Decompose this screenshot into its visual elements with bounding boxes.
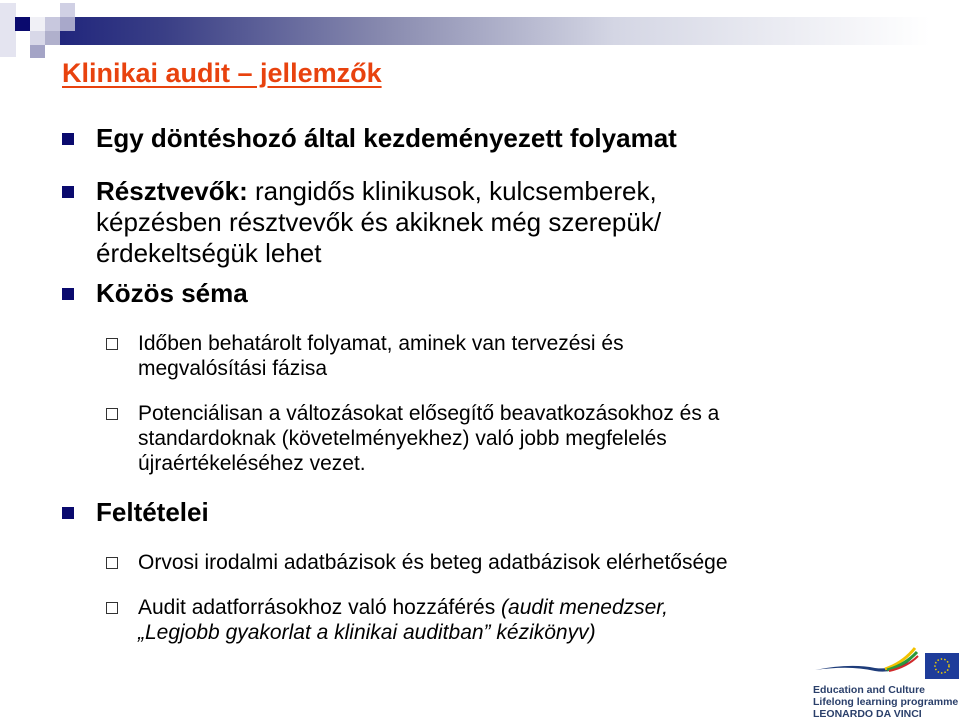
hollow-square-bullet-icon <box>106 557 118 569</box>
deco-square <box>60 17 75 31</box>
deco-square <box>30 45 45 58</box>
deco-square <box>45 17 60 31</box>
square-bullet-icon <box>62 133 74 145</box>
slide-title: Klinikai audit – jellemzők <box>62 58 382 88</box>
sub-bullet-item <box>106 331 624 381</box>
bullet-item <box>62 278 248 309</box>
deco-square <box>0 3 16 57</box>
bullet-item <box>62 497 209 528</box>
deco-square <box>45 31 60 45</box>
bullet-text: rangidős klinikusok, kulcsemberek, <box>247 176 657 206</box>
deco-square <box>15 17 30 31</box>
deco-square <box>30 31 45 45</box>
sub-bullet-italic: „Legjobb gyakorlat a klinikai auditban” kézikönyv) <box>138 621 596 644</box>
deco-square <box>30 17 45 31</box>
eu-programme-logo <box>805 645 960 720</box>
bullet-text: érdekeltségük lehet <box>96 238 322 268</box>
sub-bullet-text: Potenciálisan a változásokat elősegítő beavatkozásokhoz és a <box>138 402 720 425</box>
sub-bullet-italic: (audit menedzser, <box>501 596 668 619</box>
hollow-square-bullet-icon <box>106 602 118 614</box>
square-bullet-icon <box>62 186 74 198</box>
sub-bullet-item <box>106 401 719 476</box>
eu-flag-icon <box>925 653 959 679</box>
bullet-text: Egy döntéshozó által kezdeményezett folyamat <box>96 123 677 153</box>
bullet-text: Feltételei <box>96 497 209 527</box>
bullet-item <box>62 176 661 269</box>
bullet-item <box>62 123 677 154</box>
bullet-text: Közös séma <box>96 278 248 308</box>
header-gradient-band <box>30 17 930 45</box>
hollow-square-bullet-icon <box>106 338 118 350</box>
logo-text: Lifelong learning programme <box>813 696 959 708</box>
swoosh-logo-icon <box>805 645 960 685</box>
sub-bullet-text: Időben behatárolt folyamat, aminek van tervezési és <box>138 332 624 355</box>
logo-text: Education and Culture <box>813 684 926 696</box>
bullet-text: képzésben résztvevők és akiknek még szerepük/ <box>96 207 662 237</box>
sub-bullet-text: megvalósítási fázisa <box>138 357 328 380</box>
sub-bullet-item <box>106 550 728 575</box>
square-bullet-icon <box>62 288 74 300</box>
sub-bullet-text: Audit adatforrásokhoz való hozzáférés <box>138 596 502 619</box>
sub-bullet-item <box>106 595 668 645</box>
square-bullet-icon <box>62 507 74 519</box>
logo-text: LEONARDO DA VINCI <box>813 708 922 720</box>
sub-bullet-text: Orvosi irodalmi adatbázisok és beteg adatbázisok elérhetősége <box>138 551 728 574</box>
deco-square <box>60 3 75 18</box>
sub-bullet-text: újraértékeléséhez vezet. <box>138 452 366 475</box>
bullet-label: Résztvevők: <box>96 176 248 206</box>
sub-bullet-text: standardoknak (követelményekhez) való jobb megfelelés <box>138 427 667 450</box>
hollow-square-bullet-icon <box>106 408 118 420</box>
